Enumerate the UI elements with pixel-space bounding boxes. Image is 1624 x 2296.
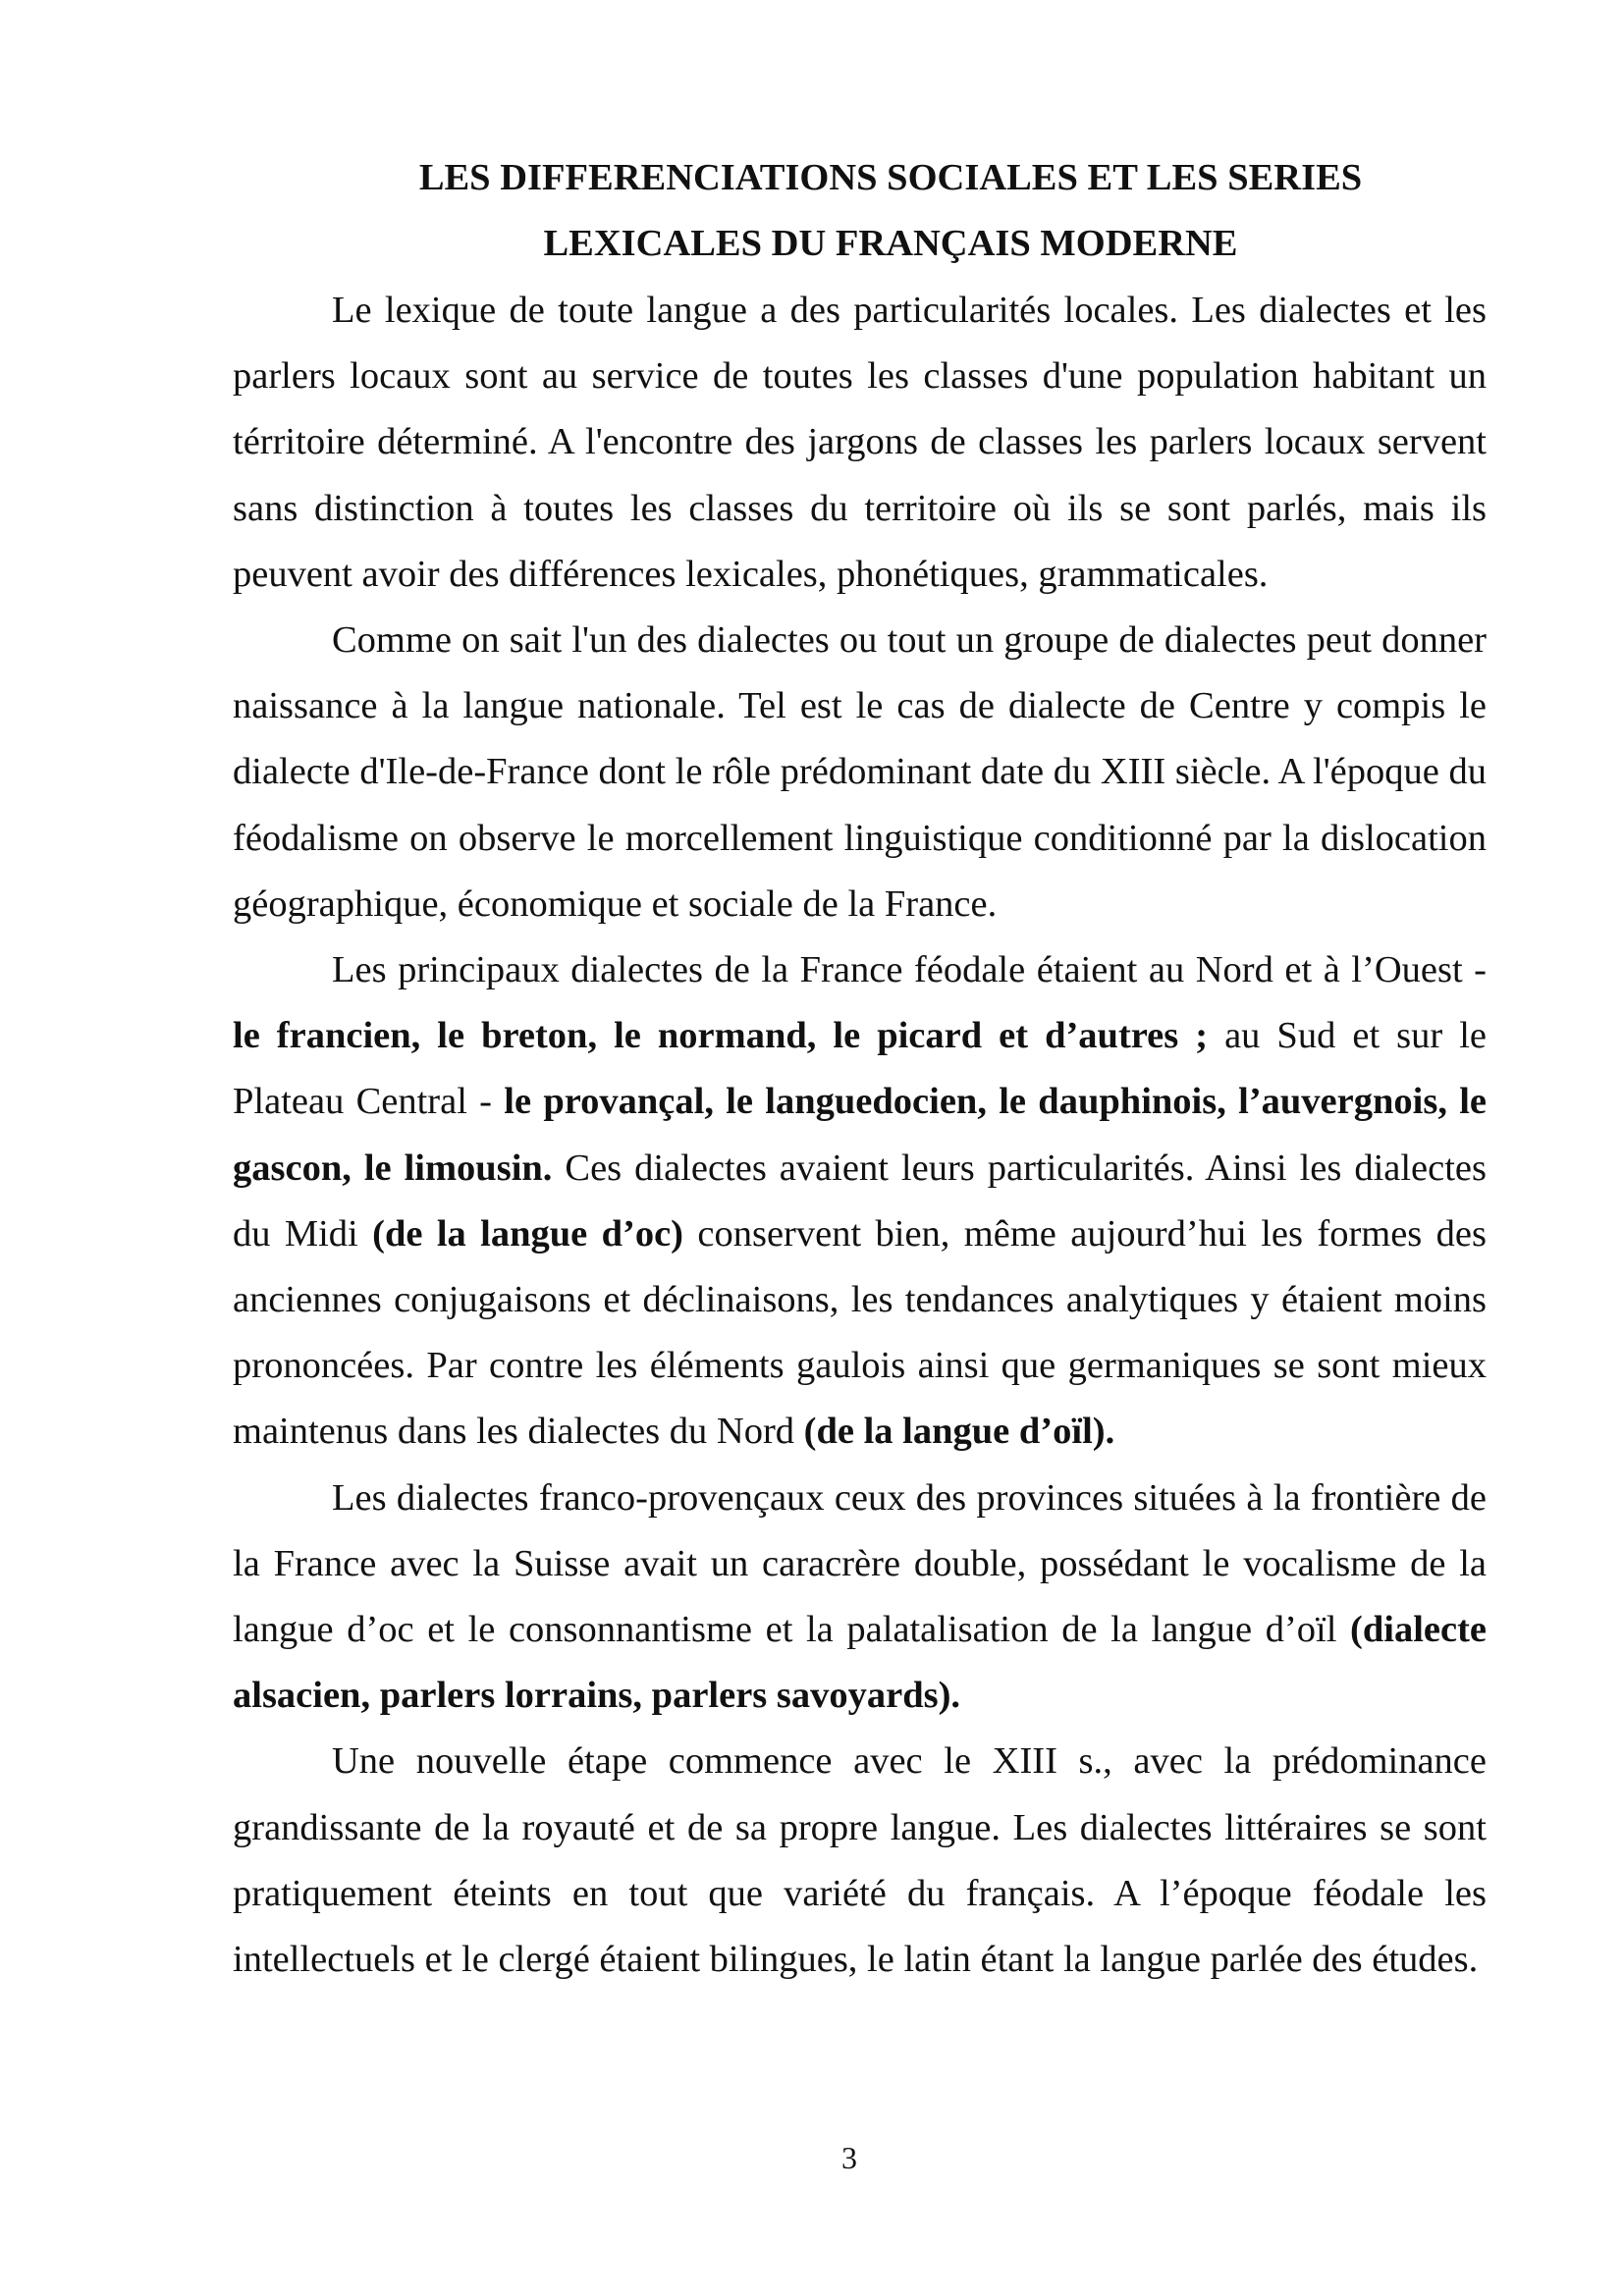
paragraph-4: [233, 1466, 1487, 1730]
text-run: Comme on sait l'un des dialectes ou tout un groupe de dialectes peut donner naissance à la langue nationale. Tel est le cas de dialecte de Centre y compis le dialecte d'Ile-de-France dont le rôle prédominant date du XIII siècle. A l'époque du féodalisme on observe le morcellement linguistique conditionné par la dislocation géographique, économique et sociale de la France.: [233, 619, 1487, 925]
bold-text-run: le provançal, le languedocien, le dauphinois, l’auvergnois, le gascon, le limousin.: [233, 1081, 1487, 1189]
text-run: au Sud et sur le Plateau Central -: [233, 1015, 1487, 1123]
paragraph-2: [233, 608, 1487, 937]
text-run: Une nouvelle étape commence avec le XIII s., avec la prédominance grandissante de la royauté et de sa propre langue. Les dialectes littéraires se sont pratiquement éteints en tout que variété du français. A l’époque féodale les intellectuels et le clergé étaient bilingues, le latin étant la langue parlée des études.: [233, 1740, 1487, 1981]
text-run: conservent bien, même aujourd’hui les formes des anciennes conjugaisons et déclinaisons, les tendances analytiques y étaient moins prononcées. Par contre les éléments gaulois ainsi que germaniques se sont mieux maintenus dans les dialectes du Nord: [233, 1212, 1487, 1453]
bold-text-run: (dialecte alsacien, parlers lorrains, parlers savoyards).: [233, 1609, 1487, 1717]
bold-text-run: le francien, le breton, le normand, le picard et d’autres ;: [233, 1015, 1209, 1057]
bold-text-run: (de la langue d’oc): [372, 1212, 684, 1255]
text-run: Les principaux dialectes de la France féodale étaient au Nord et à l’Ouest -: [332, 949, 1487, 991]
title-line-1: LES DIFFERENCIATIONS SOCIALES ET LES SERIES: [418, 157, 1363, 198]
paragraph-3: [233, 937, 1487, 1466]
text-run: Les dialectes franco-provençaux ceux des provinces situées à la frontière de la France avec la Suisse avait un caracrère double, possédant le vocalisme de la langue d’oc et le consonnantisme et la palatalisation de la langue d’oïl: [233, 1476, 1487, 1651]
document-title: [233, 145, 1548, 277]
title-line-2: LEXICALES DU FRANÇAIS MODERNE: [543, 223, 1238, 264]
text-run: Ces dialectes avaient leurs particularités. Ainsi les dialectes du Midi: [233, 1147, 1487, 1255]
text-run: Le lexique de toute langue a des particularités locales. Les dialectes et les parlers locaux sont au service de toutes les classes d'une population habitant un térritoire déterminé. A l'encontre des jargons de classes les parlers locaux servent sans distinction à toutes les classes du territoire où ils se sont parlés, mais ils peuvent avoir des différences lexicales, phonétiques, grammaticales.: [233, 290, 1487, 595]
document-body: [233, 278, 1487, 1993]
bold-text-run: (de la langue d’oïl).: [803, 1411, 1115, 1453]
page-number: 3: [841, 2140, 857, 2175]
paragraph-1: [233, 278, 1487, 608]
paragraph-5: [233, 1729, 1487, 1993]
